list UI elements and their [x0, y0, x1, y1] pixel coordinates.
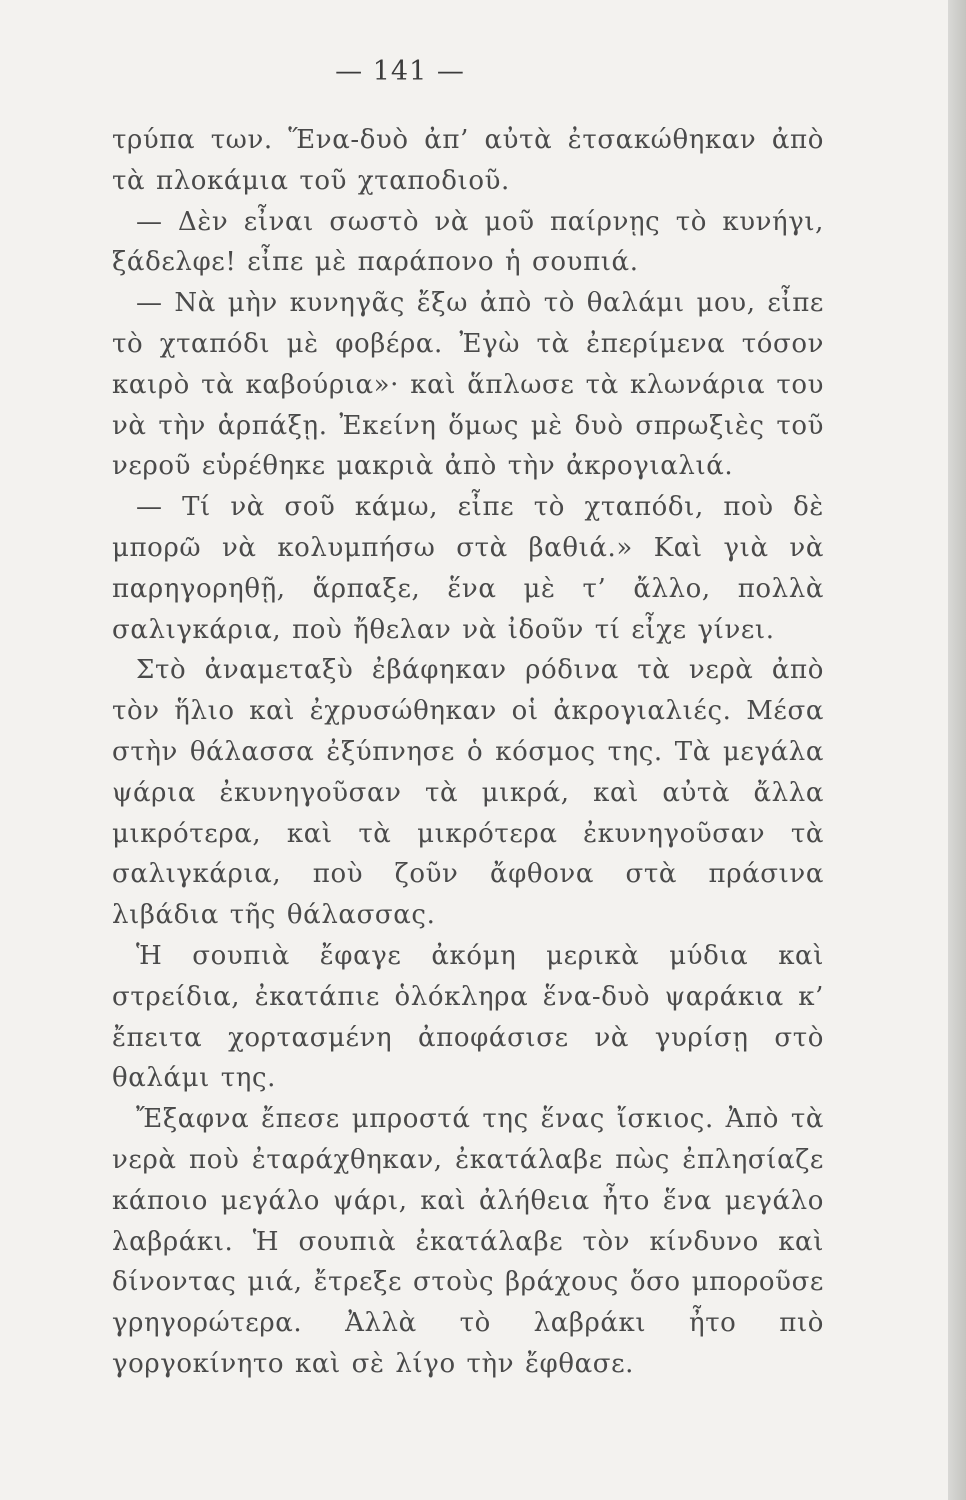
- paragraph-continuation: τρύπα των. Ἕνα-δυὸ ἀπ’ αὐτὰ ἐτσακώθηκαν ἀπὸ τὰ πλοκάμια τοῦ χταποδιοῦ.: [112, 125, 824, 196]
- paragraph-dialogue-octopus: — Νὰ μὴν κυνηγᾶς ἔξω ἀπὸ τὸ θαλάμι μου, εἶπε τὸ χταπόδι μὲ φοβέρα. Ἐγὼ τὰ ἐπερίμενα τόσον καιρὸ τὰ καβούρια»· καὶ ἅπλωσε τὰ κλωνάρια του νὰ τὴν ἁρπάξῃ. Ἐκείνη ὅμως μὲ δυὸ σπρωξιὲς τοῦ νεροῦ εὑρέθηκε μακριὰ ἀπὸ τὴν ἀκρογιαλιά.: [112, 288, 824, 482]
- paragraph-dialogue-cuttlefish: — Δὲν εἶναι σωστὸ νὰ μοῦ παίρνῃς τὸ κυνήγι, ξάδελφε! εἶπε μὲ παράπονο ἡ σουπιά.: [112, 206, 824, 278]
- paragraph-dialogue-octopus-reply: — Τί νὰ σοῦ κάμω, εἶπε τὸ χταπόδι, ποὺ δὲ μπορῶ νὰ κολυμπήσω στὰ βαθιά.» Καὶ γιὰ νὰ παρηγορηθῇ, ἅρπαξε, ἕνα μὲ τ’ ἄλλο, πολλὰ σαλιγκάρια, ποὺ ἤθελαν νὰ ἰδοῦν τί εἶχε γίνει.: [112, 492, 824, 645]
- paragraph-cuttlefish-returns: Ἡ σουπιὰ ἔφαγε ἀκόμη μερικὰ μύδια καὶ στρείδια, ἐκατάπιε ὁλόκληρα ἕνα-δυὸ ψαράκια κ’ ἔπειτα χορτασμένη ἀποφάσισε νὰ γυρίσῃ στὸ θαλάμι της.: [112, 940, 824, 1094]
- paragraph-sea-bass: Ἔξαφνα ἔπεσε μπροστά της ἕνας ἴσκιος. Ἀπὸ τὰ νερὰ ποὺ ἐταράχθηκαν, ἐκατάλαβε πὼς ἐπλησίαζε κάποιο μεγάλο ψάρι, καὶ ἀλήθεια ἦτο ἕνα μεγάλο λαβράκι. Ἡ σουπιὰ ἐκατάλαβε τὸν κίνδυνο καὶ δίνοντας μιά, ἔτρεξε στοὺς βράχους ὅσο μποροῦσε γρηγορώτερα. Ἀλλὰ τὸ λαβράκι ἦτο πιὸ γοργοκίνητο καὶ σὲ λίγο τὴν ἔφθασε.: [112, 1104, 824, 1379]
- page-number: — 141 —: [335, 56, 465, 87]
- paragraph-sea-world: Στὸ ἀναμεταξὺ ἐβάφηκαν ρόδινα τὰ νερὰ ἀπὸ τὸν ἥλιο καὶ ἐχρυσώθηκαν οἱ ἀκρογιαλιές. Μέσα στὴν θάλασσα ἐξύπνησε ὁ κόσμος της. Τὰ μεγάλα ψάρια ἐκυνηγοῦσαν τὰ μικρά, καὶ αὐτὰ ἄλλα μικρότερα, καὶ τὰ μικρότερα ἐκυνηγοῦσαν τὰ σαλιγκάρια, ποὺ ζοῦν ἄφθονα στὰ πράσινα λιβάδια τῆς θάλασσας.: [112, 655, 824, 931]
- page-gutter-shadow: [948, 0, 966, 1500]
- body-text: [112, 120, 824, 1385]
